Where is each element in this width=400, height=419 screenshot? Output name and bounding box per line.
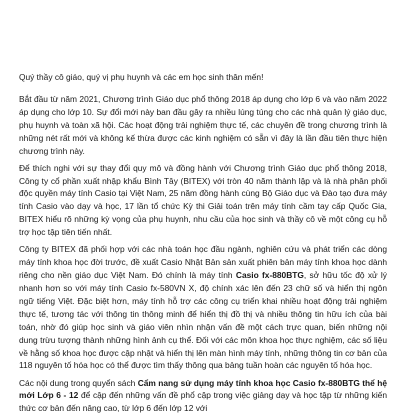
paragraph-4 <box>19 377 387 416</box>
greeting: Quý thầy cô giáo, quý vị phụ huynh và các em học sinh thân mến! <box>19 72 264 82</box>
paragraph-1: Bắt đầu từ năm 2021, Chương trình Giáo dục phổ thông 2018 áp dụng cho lớp 6 và vào năm 2022 áp dụng cho lớp 10. Sự đổi mới này ban đầu gây ra nhiều lúng túng cho các nhà quản lý giáo dục, phụ huynh và toàn xã hội. Các hoạt động trải nghiệm thực tế, các chuyên đề trong chương trình là những nét rất mới và không kế thừa được các kinh nghiệm có sẵn vì đây là lần đầu tiên thực hiện chương trình này. <box>19 93 387 156</box>
paragraph-4-text-start: Các nội dung trong quyển sách <box>19 377 138 388</box>
product-name: Casio fx-880BTG <box>235 270 304 281</box>
book-title: Cẩm nang sử dụng máy tính khoa học Casio fx-880BTG thể hệ mới Lớp 6 - 12 <box>19 377 388 401</box>
paragraph-4-text-end: để cập đến những vấn đề phổ cập trong việc giảng dạy và học tập từ những kiến thức cơ bản đến nâng cao, từ lớp 6 đến lớp 12 với <box>19 390 387 414</box>
paragraph-3-text-start: Công ty BITEX đã phối hợp với các nhà toán học đầu ngành, nghiên cứu và phát triển các dòng máy tính khoa học đời trước, đề xuất Casio Nhật Bản sản xuất phiên bản máy tính khoa học dành riêng cho nền giáo dục Việt Nam. Đó chính là máy tính <box>19 244 387 281</box>
letter-body <box>19 71 387 419</box>
paragraph-3-text-end: , sở hữu tốc độ xử lý nhanh hơn so với máy tính Casio fx-580VN X, độ chính xác lên đến 23 chữ số và hiển thị ngôn ngữ tiếng Việt. Đặc biệt hơn, máy tính hỗ trợ các công cụ triển khai nhiều hoạt động trải nghiệm thực tế, tương tác với thông tin thông minh để hiển thị đồ thị và nhiều thông tin hữu ích của bài toán, nhờ đó giúp học sinh và giáo viên nhìn nhận vấn đề một cách trực quan, biến những nội dung trừu tượng thành những hình ảnh cụ thể. Đối với các môn khoa học thực nghiệm, các số liệu về hằng số khoa học được cập nhật và hiển thị lên màn hình máy tính, những thông tin cơ bản của 118 nguyên tố hóa học có thể được tìm thấy thông qua bảng tuần hoàn các nguyên tố hóa học. <box>19 270 387 371</box>
paragraph-2: Để thích nghi với sự thay đổi quy mô và đồng hành với Chương trình Giáo dục phổ thông 2018, Công ty cổ phần xuất nhập khẩu Bình Tây (BITEX) với tròn 40 năm thành lập và là nhà phân phối độc quyền máy tính Casio tại Việt Nam, 25 năm đồng hành cùng Bộ Giáo dục và Đào tạo đưa máy tính Casio vào dạy và học, 17 lần tổ chức Kỳ thi Giải toán trên máy tính cầm tay cấp Quốc Gia, BITEX hiểu rõ những kỳ vọng của phụ huynh, nhu cầu của học sinh và thầy cô về một công cụ hỗ trợ học tập tiên tiến nhất. <box>19 162 387 238</box>
paragraph-3 <box>19 243 387 372</box>
